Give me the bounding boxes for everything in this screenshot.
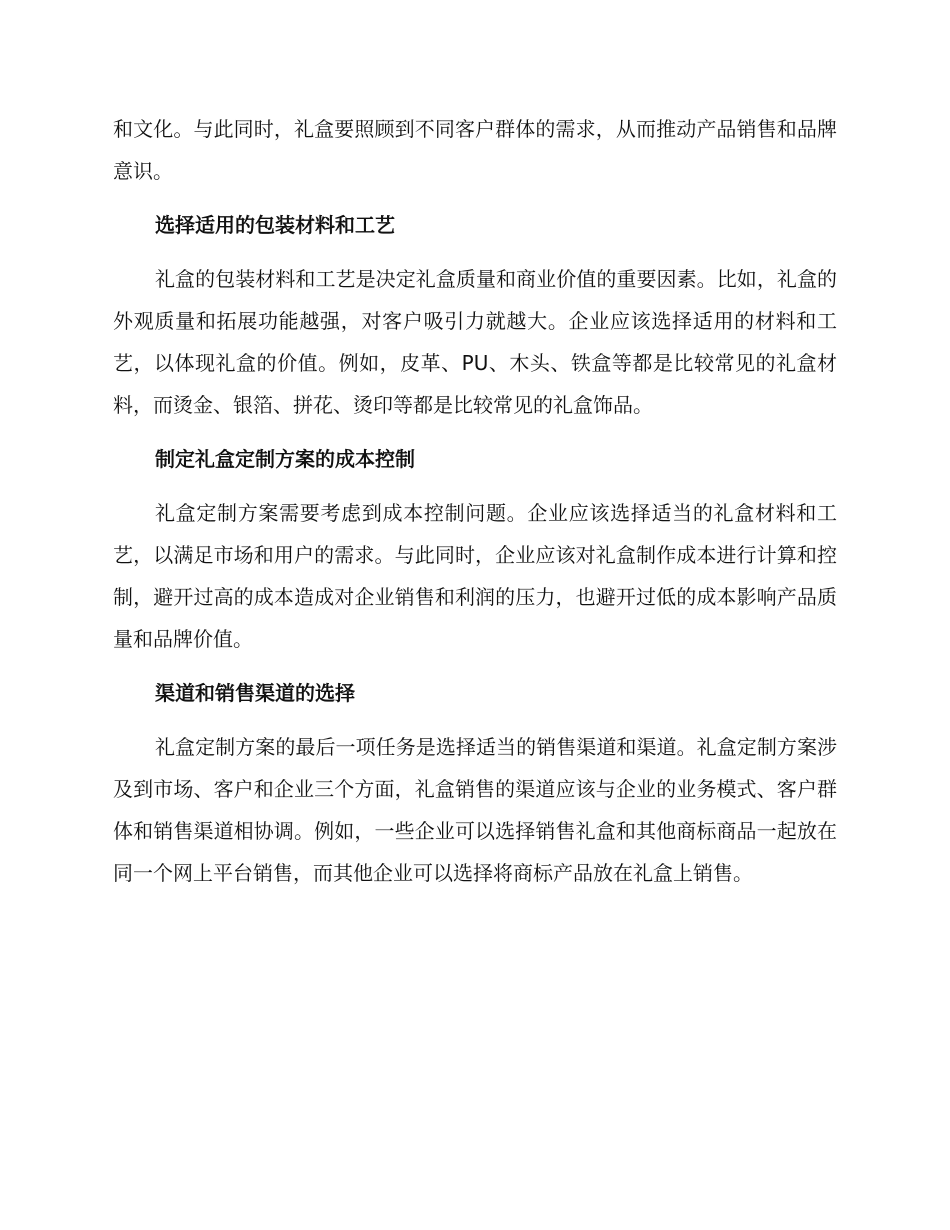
paragraph-continuation: 和文化。与此同时，礼盒要照顾到不同客户群体的需求，从而推动产品销售和品牌意识。 (113, 117, 837, 183)
section-heading-cost-control: 制定礼盒定制方案的成本控制 (155, 447, 415, 471)
section-heading-materials: 选择适用的包装材料和工艺 (155, 213, 395, 237)
paragraph-cost-control: 礼盒定制方案需要考虑到成本控制问题。企业应该选择适当的礼盒材料和工艺，以满足市场和用户的需求。与此同时，企业应该对礼盒制作成本进行计算和控制，避开过高的成本造成对企业销售和利润的压力，也避开过低的成本影响产品质量和品牌价值。 (113, 501, 837, 651)
document-page (113, 108, 837, 894)
paragraph-channels: 礼盒定制方案的最后一项任务是选择适当的销售渠道和渠道。礼盒定制方案涉及到市场、客户和企业三个方面，礼盒销售的渠道应该与企业的业务模式、客户群体和销售渠道相协调。例如，一些企业可以选择销售礼盒和其他商标商品一起放在同一个网上平台销售，而其他企业可以选择将商标产品放在礼盒上销售。 (113, 735, 837, 885)
section-heading-channels: 渠道和销售渠道的选择 (155, 681, 355, 705)
paragraph-materials: 礼盒的包装材料和工艺是决定礼盒质量和商业价值的重要因素。比如，礼盒的外观质量和拓展功能越强，对客户吸引力就越大。企业应该选择适用的材料和工艺，以体现礼盒的价值。例如，皮革、PU、木头、铁盒等都是比较常见的礼盒材料，而烫金、银箔、拼花、烫印等都是比较常见的礼盒饰品。 (113, 267, 837, 417)
